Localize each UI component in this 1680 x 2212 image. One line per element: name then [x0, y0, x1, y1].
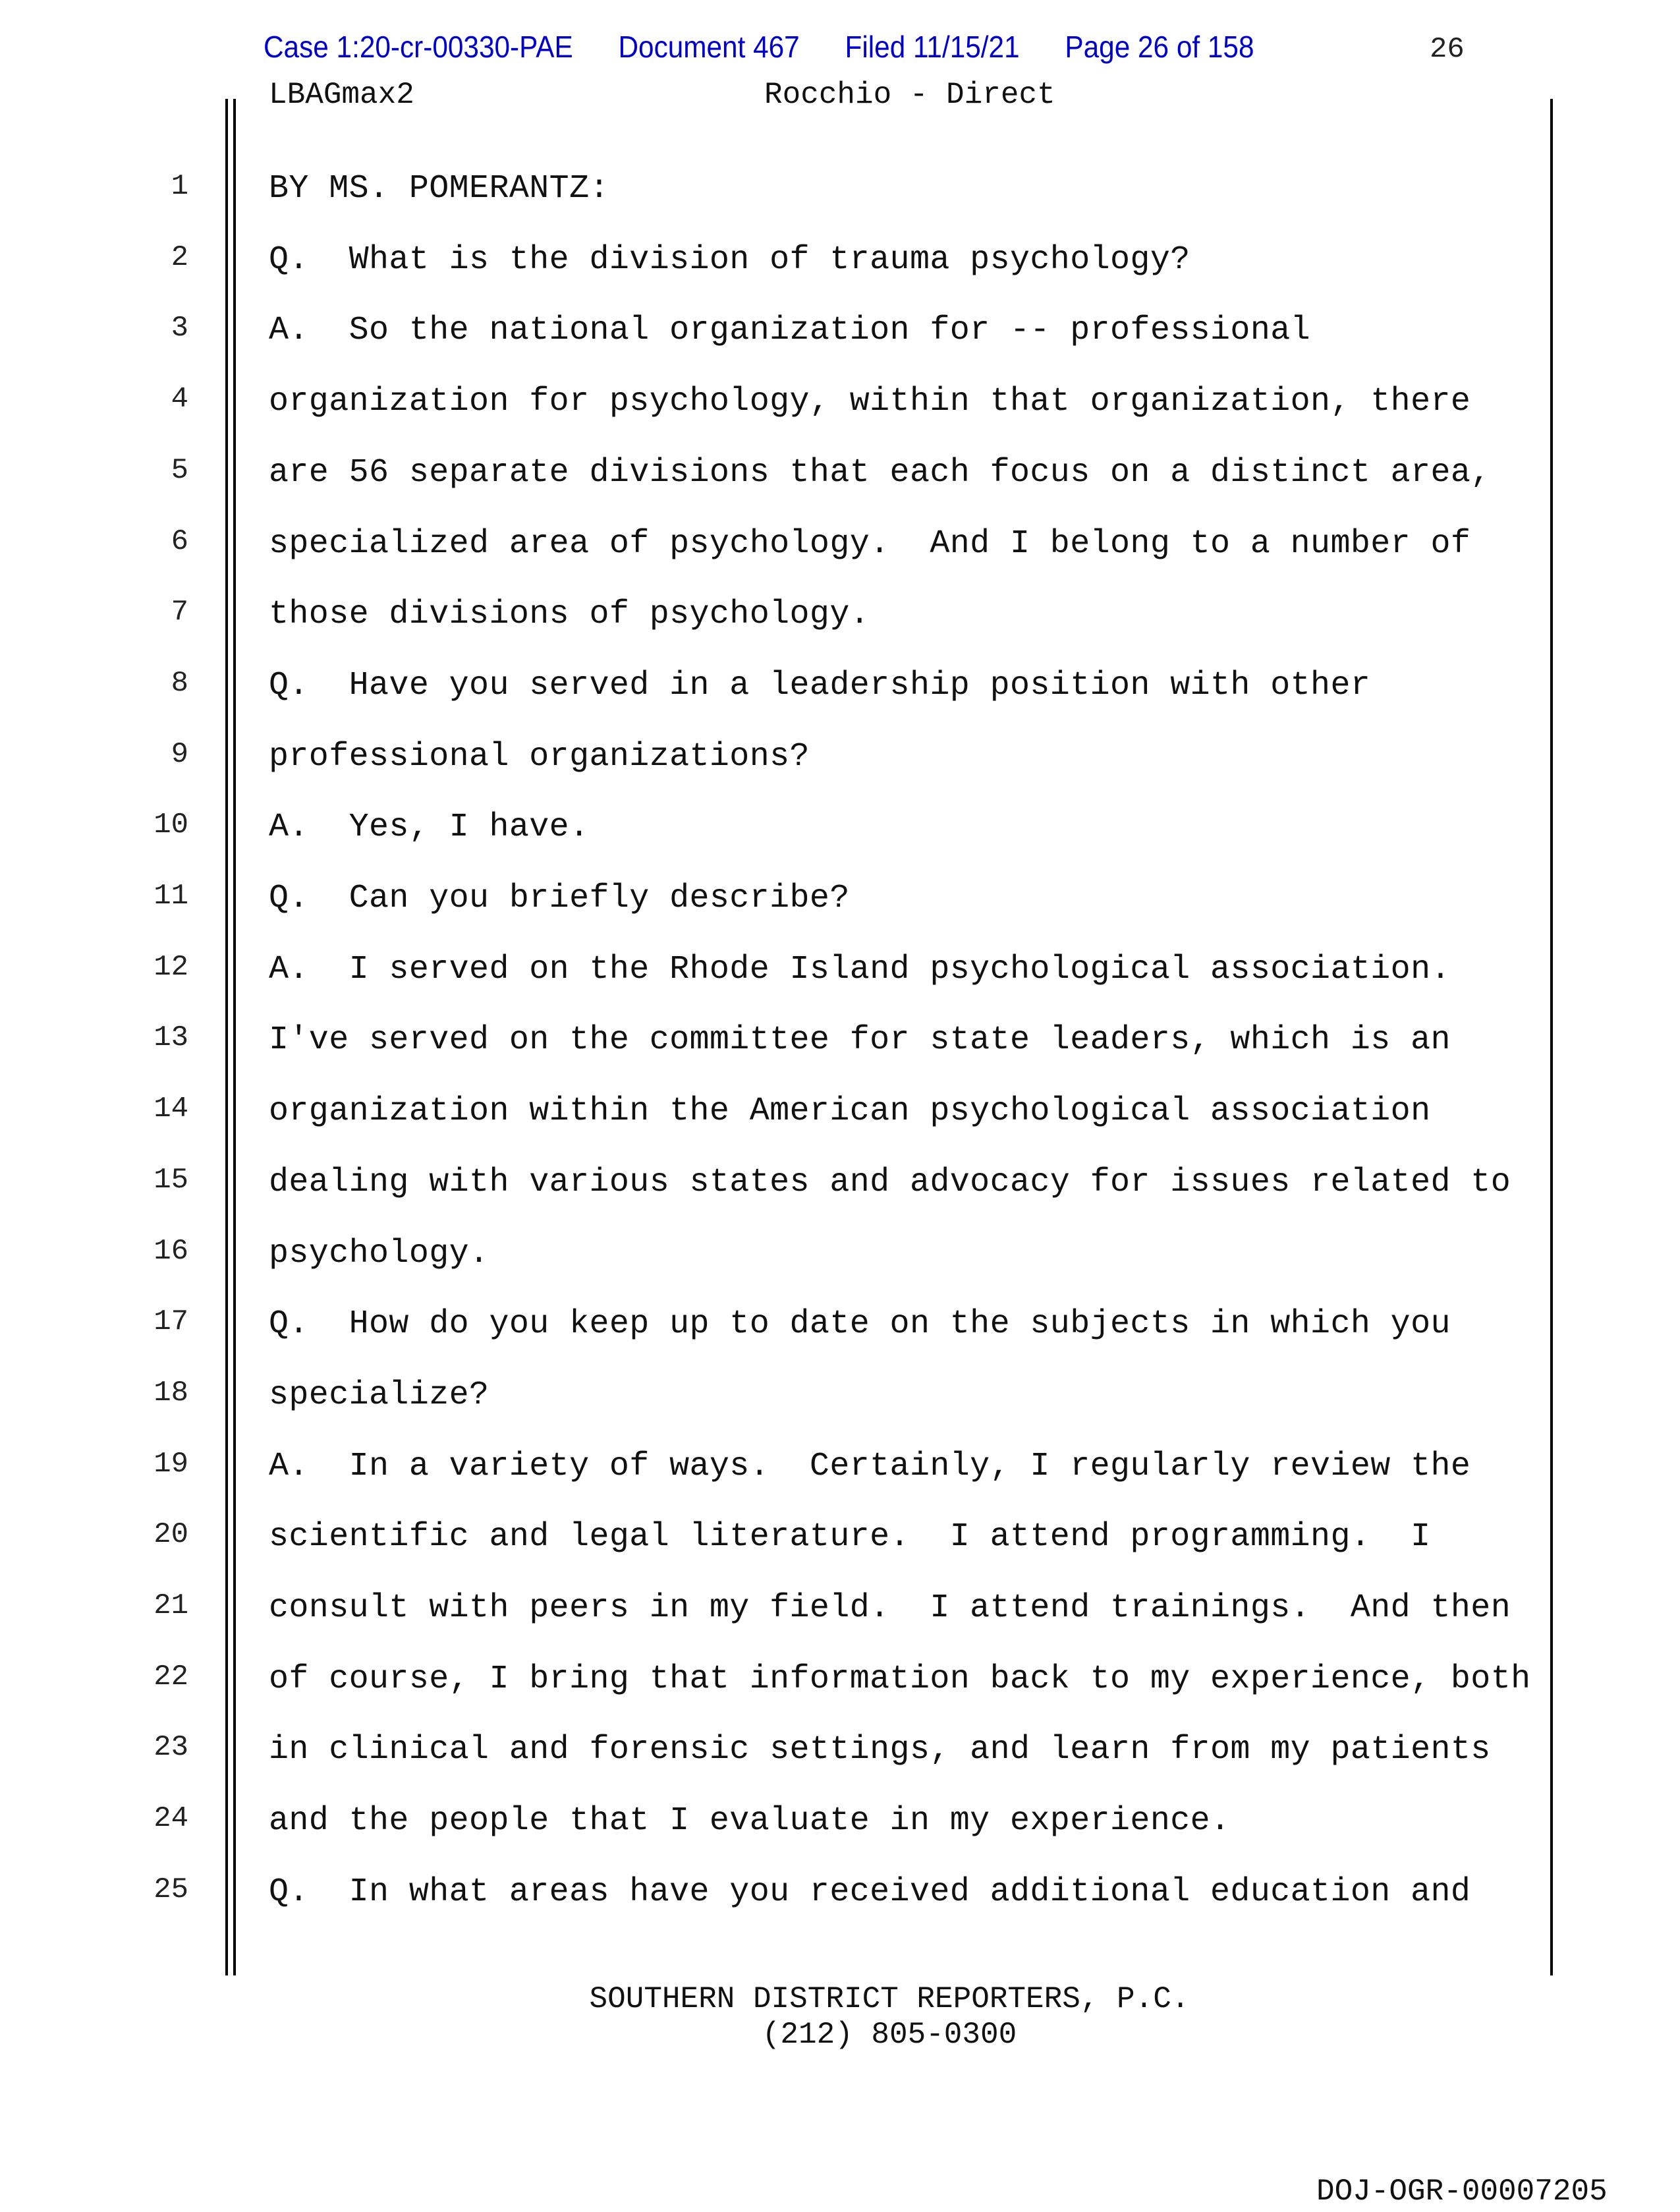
line-text: in clinical and forensic settings, and learn from my patients [269, 1731, 1491, 1769]
transcript-line [0, 1092, 1680, 1132]
transcript-line [0, 1731, 1680, 1771]
line-number: 21 [154, 1589, 188, 1622]
line-number: 5 [171, 453, 188, 487]
line-number: 23 [154, 1731, 188, 1765]
line-text: are 56 separate divisions that each focus on a distinct area, [269, 453, 1491, 492]
line-text: Q. How do you keep up to date on the subjects in which you [269, 1305, 1451, 1344]
page-count: Page 26 of 158 [1065, 30, 1254, 64]
transcript-line [0, 454, 1680, 494]
transcript-line [0, 383, 1680, 422]
line-number: 18 [154, 1376, 188, 1409]
line-number: 1 [171, 170, 188, 203]
line-number: 9 [171, 737, 188, 771]
filed-date: Filed 11/15/21 [845, 30, 1020, 64]
line-number: 16 [154, 1234, 188, 1268]
line-number: 22 [154, 1660, 188, 1693]
line-number: 6 [171, 525, 188, 558]
line-text: specialized area of psychology. And I belong to a number of [269, 525, 1471, 563]
line-number: 15 [154, 1163, 188, 1197]
line-number: 3 [171, 312, 188, 345]
line-text: scientific and legal literature. I attend programming. I [269, 1518, 1431, 1556]
transcript-line [0, 525, 1680, 565]
line-number: 17 [154, 1305, 188, 1339]
transcript-page-number: 26 [1430, 33, 1465, 66]
transcript-line [0, 1164, 1680, 1203]
transcript-line [0, 1802, 1680, 1842]
line-text: I've served on the committee for state leaders, which is an [269, 1021, 1451, 1060]
line-number: 19 [154, 1447, 188, 1481]
line-text: A. Yes, I have. [269, 808, 590, 847]
line-number: 2 [171, 241, 188, 274]
transcript-line [0, 880, 1680, 919]
transcript-line [0, 241, 1680, 281]
line-text: dealing with various states and advocacy for issues related to [269, 1163, 1511, 1201]
line-text: BY MS. POMERANTZ: [269, 170, 609, 208]
line-text: organization for psychology, within that organization, there [269, 383, 1471, 421]
transcript-line [0, 1518, 1680, 1558]
reporter-name: SOUTHERN DISTRICT REPORTERS, P.C. [589, 1982, 1190, 2016]
header-left-code: LBAGmax2 [269, 78, 414, 112]
transcript-line [0, 1589, 1680, 1629]
transcript-line [0, 1448, 1680, 1487]
line-text: and the people that I evaluate in my experience. [269, 1802, 1231, 1840]
line-number: 20 [154, 1518, 188, 1552]
line-text: A. I served on the Rhode Island psychological association. [269, 950, 1451, 988]
line-number: 8 [171, 666, 188, 700]
line-text: professional organizations? [269, 737, 810, 776]
transcript-line [0, 312, 1680, 351]
line-number: 25 [154, 1873, 188, 1906]
line-text: A. In a variety of ways. Certainly, I regularly review the [269, 1447, 1471, 1485]
line-text: Q. In what areas have you received additional education and [269, 1873, 1471, 1911]
line-text: consult with peers in my field. I attend trainings. And then [269, 1589, 1511, 1627]
line-number: 12 [154, 950, 188, 984]
line-text: those divisions of psychology. [269, 596, 870, 634]
line-text: specialize? [269, 1376, 490, 1414]
line-text: organization within the American psychological association [269, 1092, 1431, 1131]
line-number: 4 [171, 383, 188, 416]
transcript-line [0, 738, 1680, 778]
transcript-line [0, 170, 1680, 210]
transcript-line [0, 1873, 1680, 1913]
line-number: 7 [171, 596, 188, 629]
filing-stamp [264, 29, 1254, 65]
document-number: Document 467 [618, 30, 800, 64]
transcript-line [0, 1235, 1680, 1274]
transcript-line [0, 808, 1680, 848]
transcript-line [0, 1376, 1680, 1416]
transcript-line [0, 596, 1680, 635]
line-number: 14 [154, 1092, 188, 1126]
line-number: 24 [154, 1802, 188, 1836]
line-number: 11 [154, 880, 188, 913]
line-number: 10 [154, 808, 188, 842]
line-text: psychology. [269, 1234, 490, 1272]
reporter-phone: (212) 805-0300 [762, 2018, 1017, 2052]
case-number: Case 1:20-cr-00330-PAE [264, 30, 573, 64]
line-text: A. So the national organization for -- professional [269, 312, 1311, 350]
header-witness-title: Rocchio - Direct [764, 78, 1055, 112]
transcript-line [0, 1021, 1680, 1061]
line-text: of course, I bring that information back to my experience, both [269, 1660, 1531, 1698]
transcript-line [0, 951, 1680, 990]
transcript-line [0, 1305, 1680, 1345]
line-text: Q. Have you served in a leadership position with other [269, 666, 1371, 704]
line-text: Q. What is the division of trauma psychology? [269, 241, 1190, 279]
transcript-line [0, 1660, 1680, 1700]
line-number: 13 [154, 1021, 188, 1055]
line-text: Q. Can you briefly describe? [269, 880, 850, 917]
transcript-line [0, 667, 1680, 706]
bates-number: DOJ-OGR-00007205 [1316, 2174, 1608, 2209]
